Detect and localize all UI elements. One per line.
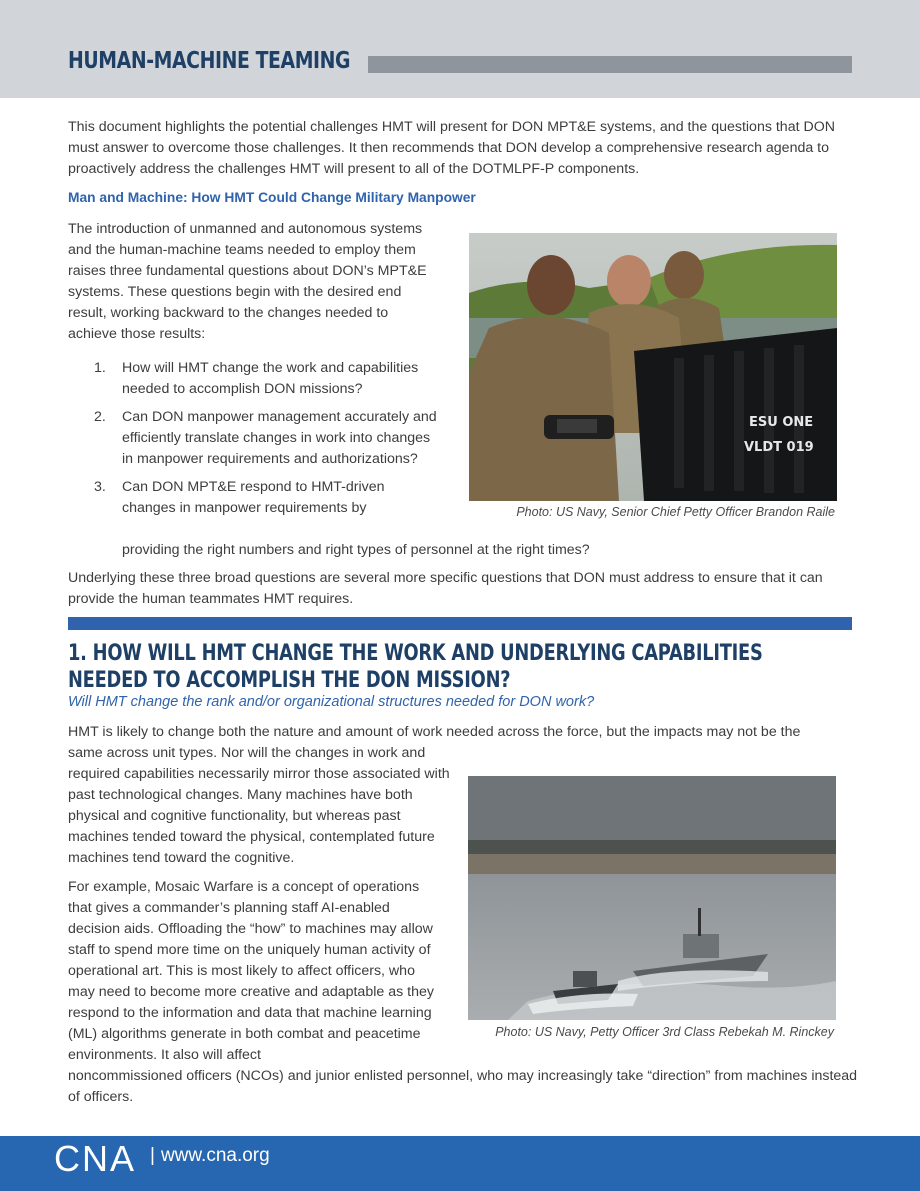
cna-logo: CNA: [54, 1138, 137, 1179]
case-marking-1: ESU ONE: [749, 415, 814, 430]
page-title: HUMAN-MACHINE TEAMING: [68, 48, 351, 74]
section-divider: [68, 617, 852, 630]
case-marking-2: VLDT 019: [744, 440, 814, 455]
list-item-text-continued: providing the right numbers and right types of personnel at the right times?: [122, 542, 590, 558]
section-question: Will HMT change the rank and/or organizational structures needed for DON work?: [68, 694, 595, 710]
list-item-text: Can DON manpower management accurately and efficiently translate changes in work into changes in manpower requirements and authorizations?: [122, 409, 437, 467]
closing-paragraph: Underlying these three broad questions are several more specific questions that DON must address to ensure that it can provide the human teammates HMT requires.: [68, 570, 823, 607]
man-machine-paragraph: The introduction of unmanned and autonomous systems and the human-machine teams needed to employ them raises three fundamental questions about DON’s MPT&E systems. These questions begin with the desired end result, working backward to the changes needed to achieve those results:: [68, 221, 427, 342]
website-link[interactable]: www.cna.org: [160, 1145, 270, 1166]
section-heading: 1. HOW WILL HMT CHANGE THE WORK AND UNDERLYING CAPABILITIES NEEDED TO ACCOMPLISH THE DON MISSION?: [68, 641, 763, 693]
body-paragraph: For example, Mosaic Warfare is a concept of operations that gives a commander’s planning staff AI-enabled decision aids. Offloading the “how” to machines may allow staff to spend more time on the uniquely human activity of operational art. This is most likely to affect officers, who may need to become more creative and adaptable as they respond to the information and data that machine learning (ML) algorithms generate in both combat and peacetime environments. It also will affect: [68, 879, 434, 1063]
photo-unmanned-boats: [468, 776, 836, 1020]
list-item: [94, 477, 397, 519]
body-paragraph-line: HMT is likely to change both the nature and amount of work needed across the force, but the impacts may not be the: [68, 724, 801, 740]
header-rule: [368, 56, 852, 73]
list-item: [94, 407, 444, 470]
list-number: 1.: [94, 360, 106, 376]
footer-separator: |: [150, 1145, 155, 1166]
list-number: 3.: [94, 479, 106, 495]
body-paragraph: same across unit types. Nor will the changes in work and required capabilities necessarily mirror those associated with past technological changes. Many machines have both physical and cognitive functionality, but whereas past machines tended toward the physical, contemplated future machines tend toward the cognitive.: [68, 745, 450, 866]
list-item-text: How will HMT change the work and capabilities needed to accomplish DON missions?: [122, 360, 419, 397]
footer-url[interactable]: [150, 1145, 270, 1167]
list-item-text: Can DON MPT&E respond to HMT-driven changes in manpower requirements by: [122, 479, 385, 516]
list-item: [94, 358, 444, 400]
photo-personnel-with-controller: [469, 233, 837, 501]
photo-caption: Photo: US Navy, Petty Officer 3rd Class Rebekah M. Rinckey: [495, 1025, 834, 1039]
photo-illustration: [469, 233, 837, 501]
footer-bar: [0, 1136, 920, 1191]
photo-caption: Photo: US Navy, Senior Chief Petty Officer Brandon Raile: [516, 505, 835, 519]
body-paragraph: noncommissioned officers (NCOs) and junior enlisted personnel, who may increasingly take “direction” from machines instead of officers.: [68, 1068, 858, 1105]
question-list: [94, 358, 444, 526]
section-subheading: Man and Machine: How HMT Could Change Military Manpower: [68, 190, 476, 205]
intro-paragraph: This document highlights the potential challenges HMT will present for DON MPT&E systems, and the questions that DON must answer to overcome those challenges. It then recommends that DON develop a comprehensive research agenda to proactively address the challenges HMT will present to all of the DOTMLPF-P components.: [68, 119, 835, 177]
list-number: 2.: [94, 409, 106, 425]
photo-illustration: [468, 776, 836, 1020]
